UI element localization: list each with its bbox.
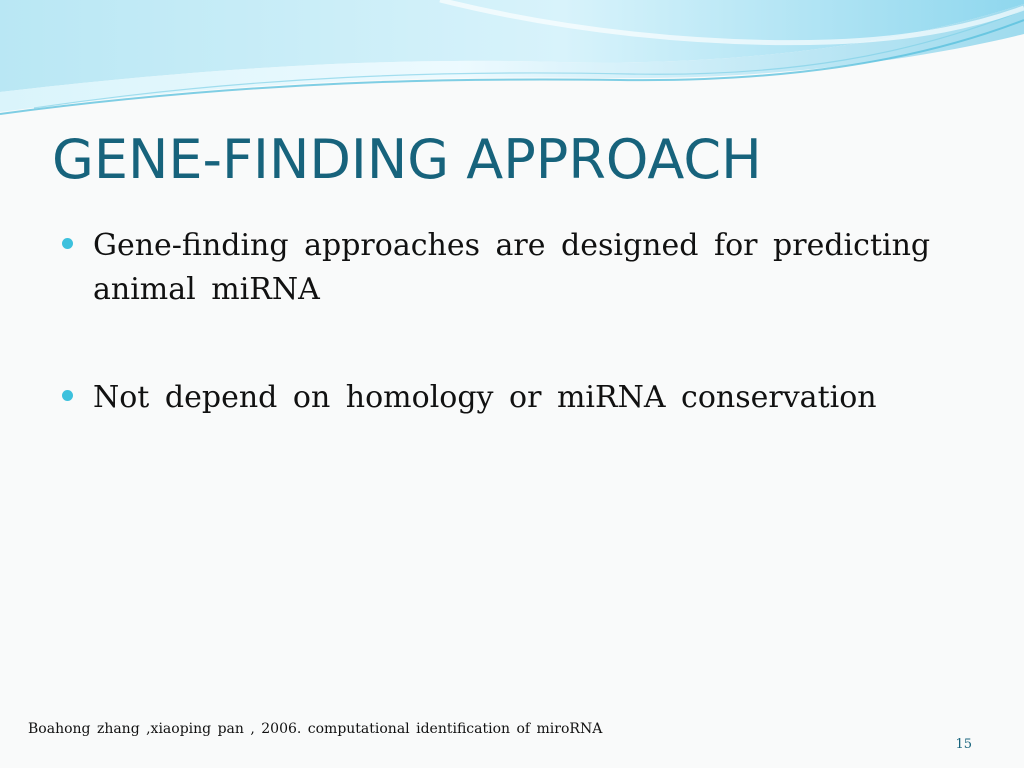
citation-footer: Boahong zhang ,xiaoping pan , 2006. computational identification of miroRNA (28, 721, 603, 737)
bullet-text: Gene-finding approaches are designed for predicting animal miRNA (93, 228, 931, 307)
page-number: 15 (955, 737, 972, 752)
bullet-dot-icon (62, 390, 73, 401)
slide-title: GENE-FINDING APPROACH (52, 128, 762, 191)
bullet-item (62, 376, 962, 420)
bullet-item (62, 224, 962, 312)
bullet-dot-icon (62, 238, 73, 249)
bullet-list (62, 224, 962, 420)
bullet-text: Not depend on homology or miRNA conservation (93, 380, 877, 415)
decorative-wave-banner (0, 0, 1024, 130)
